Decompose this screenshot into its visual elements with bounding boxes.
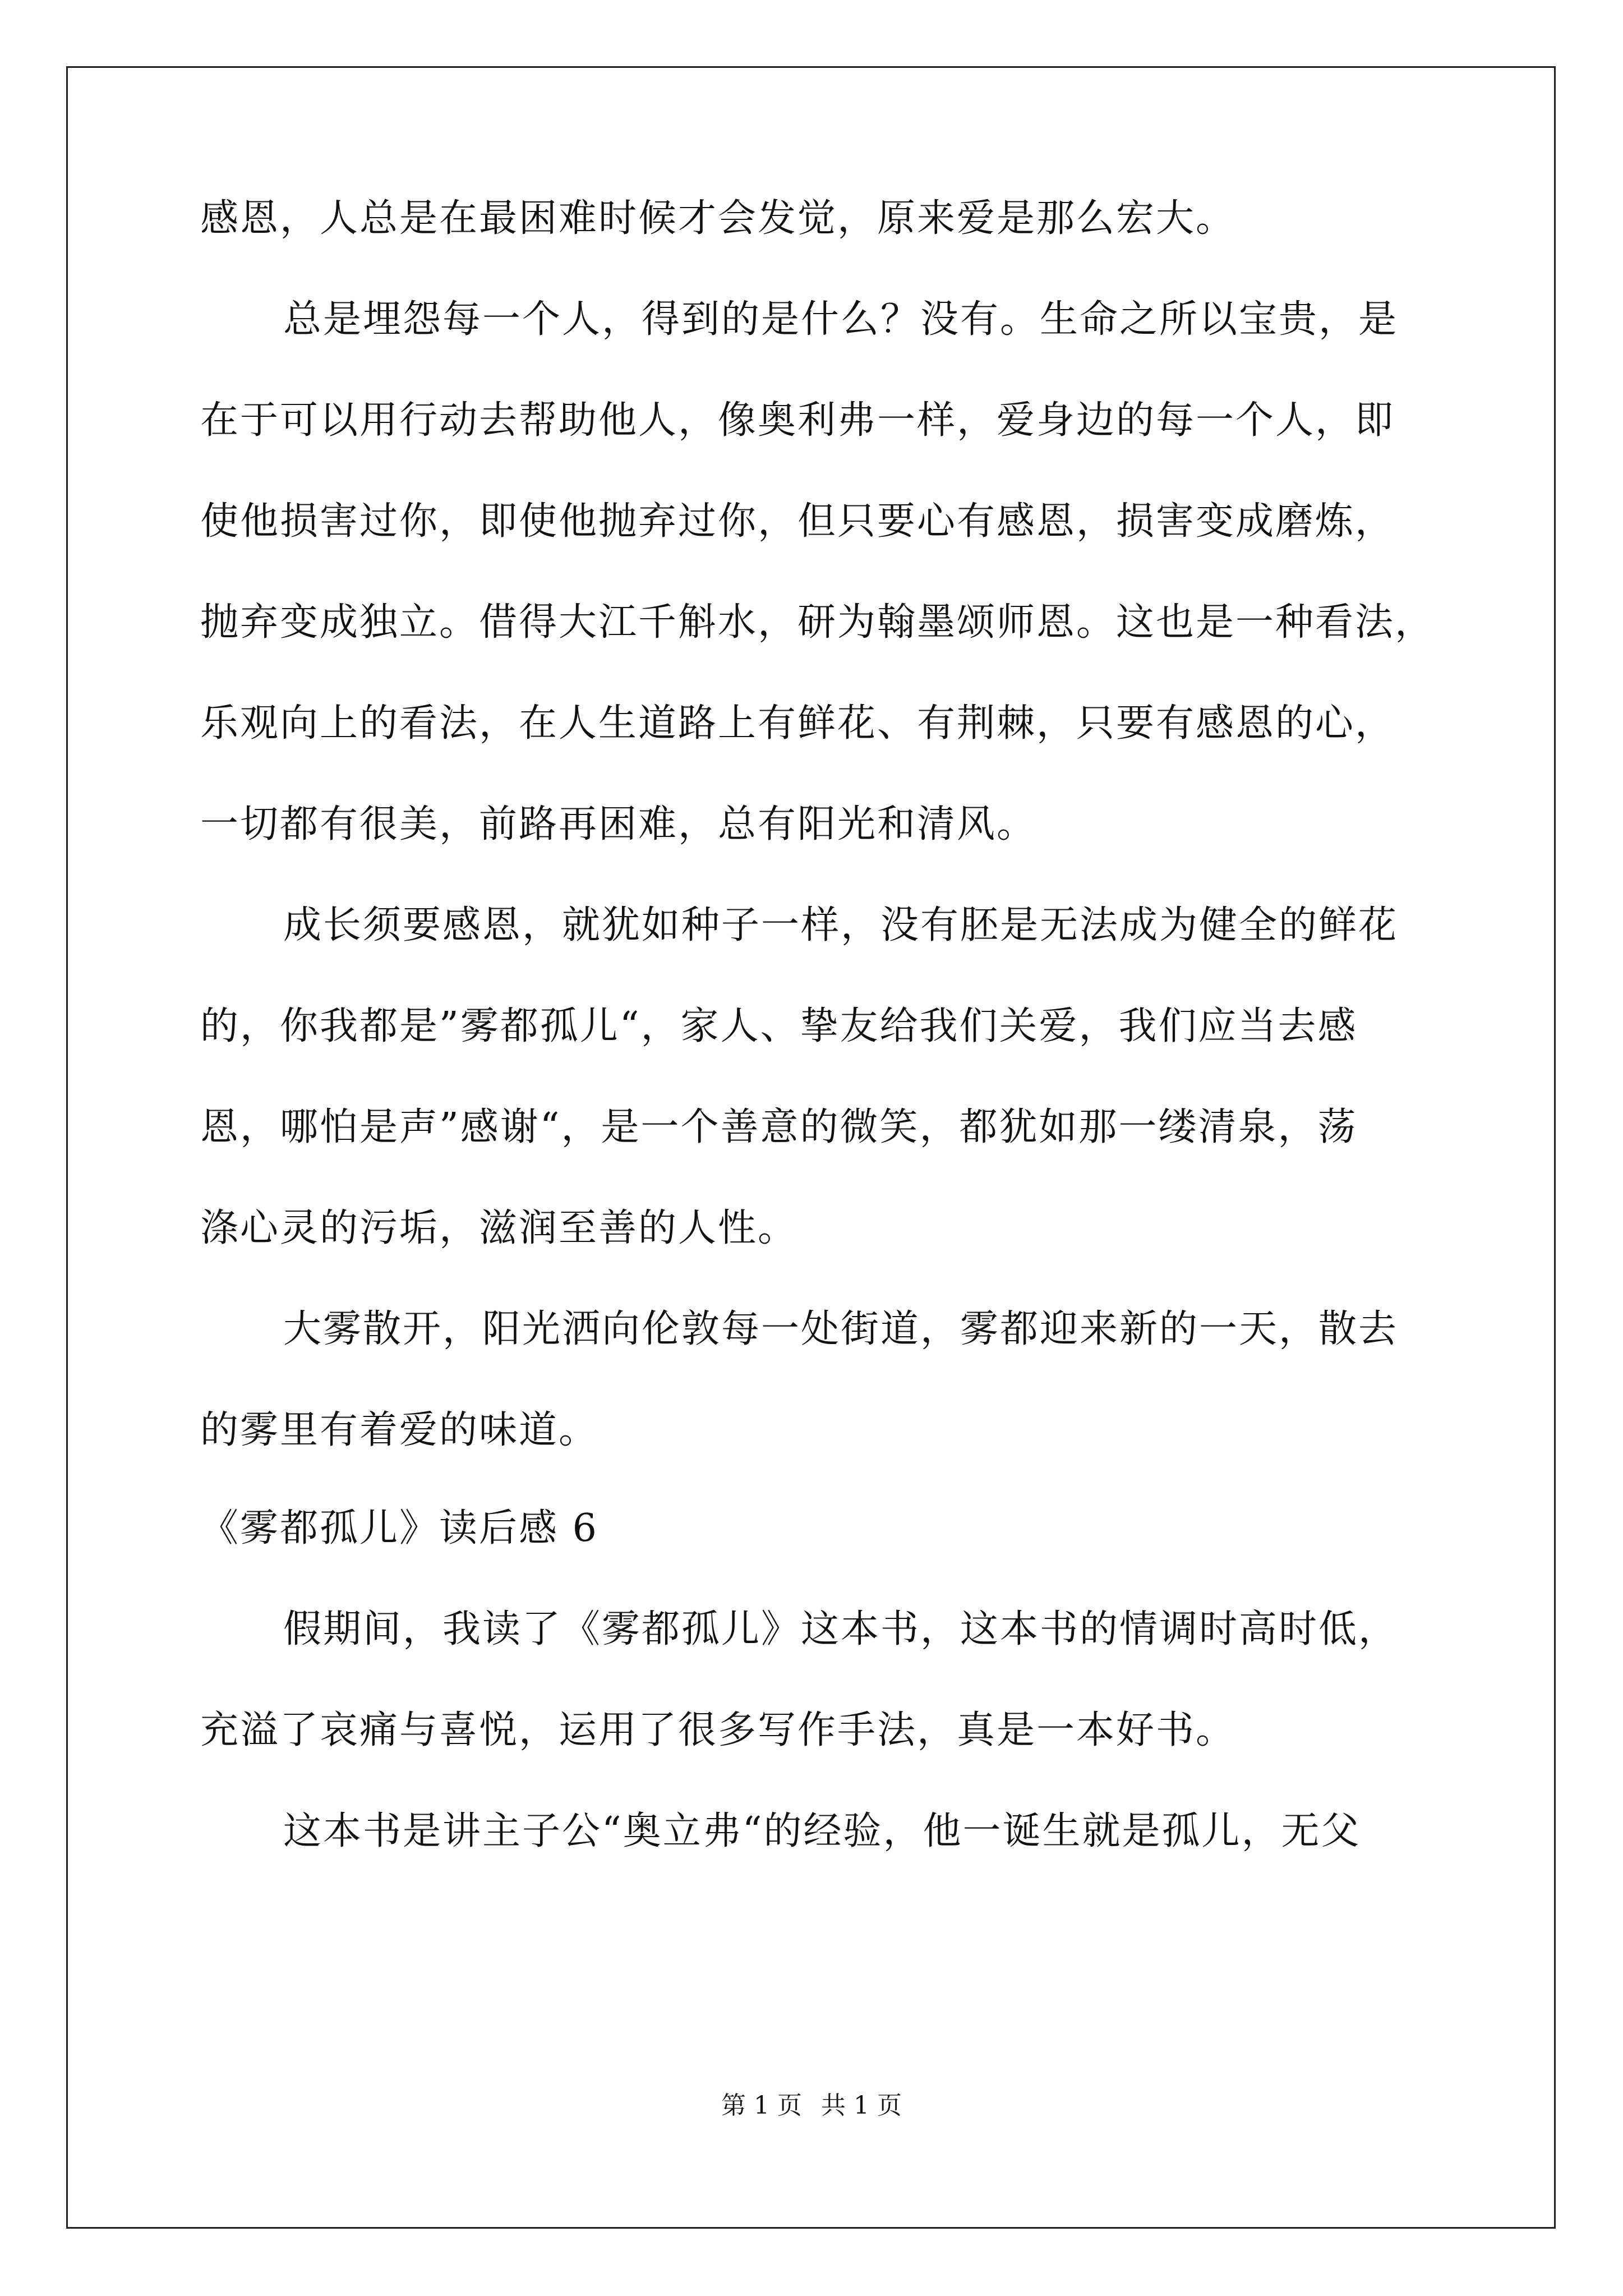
text-line: 感恩，人总是在最困难时候才会发觉，原来爱是那么宏大。 bbox=[200, 196, 1236, 241]
text-line: 恩，哪怕是声”感谢“，是一个善意的微笑，都犹如那一缕清泉，荡 bbox=[200, 1105, 1358, 1149]
text-line: 涤心灵的污垢，滋润至善的人性。 bbox=[200, 1206, 798, 1250]
text-line: 乐观向上的看法，在人生道路上有鲜花、有荆棘，只要有感恩的心， bbox=[200, 701, 1395, 746]
text-line: 的，你我都是”雾都孤儿“，家人、挚友给我们关爱，我们应当去感 bbox=[200, 1004, 1358, 1048]
text-line: 这本书是讲主子公“奥立弗“的经验，他一诞生就是孤儿，无父 bbox=[283, 1809, 1361, 1853]
text-line: 一切都有很美，前路再困难，总有阳光和清风。 bbox=[200, 802, 1037, 846]
text-line: 在于可以用行动去帮助他人，像奥利弗一样，爱身边的每一个人，即 bbox=[200, 398, 1395, 443]
page-number: 第 1 页 bbox=[721, 2091, 802, 2120]
text-line: 使他损害过你，即使他抛弃过你，但只要心有感恩，损害变成磨炼， bbox=[200, 499, 1395, 544]
text-line: 总是埋怨每一个人，得到的是什么？没有。生命之所以宝贵，是 bbox=[283, 297, 1399, 342]
text-line: 假期间，我读了《雾都孤儿》这本书，这本书的情调时高时低， bbox=[283, 1607, 1399, 1651]
page-total: 共 1 页 bbox=[821, 2091, 902, 2120]
text-line: 大雾散开，阳光洒向伦敦每一处街道，雾都迎来新的一天，散去 bbox=[283, 1307, 1399, 1351]
section-heading: 《雾都孤儿》读后感 6 bbox=[200, 1506, 598, 1550]
text-line: 成长须要感恩，就犹如种子一样，没有胚是无法成为健全的鲜花 bbox=[283, 903, 1399, 947]
text-line: 充溢了哀痛与喜悦，运用了很多写作手法，真是一本好书。 bbox=[200, 1708, 1236, 1752]
text-line: 的雾里有着爱的味道。 bbox=[200, 1408, 599, 1452]
text-line: 抛弃变成独立。借得大江千斛水，研为翰墨颂师恩。这也是一种看法， bbox=[200, 600, 1435, 645]
page-footer bbox=[0, 2089, 1623, 2123]
